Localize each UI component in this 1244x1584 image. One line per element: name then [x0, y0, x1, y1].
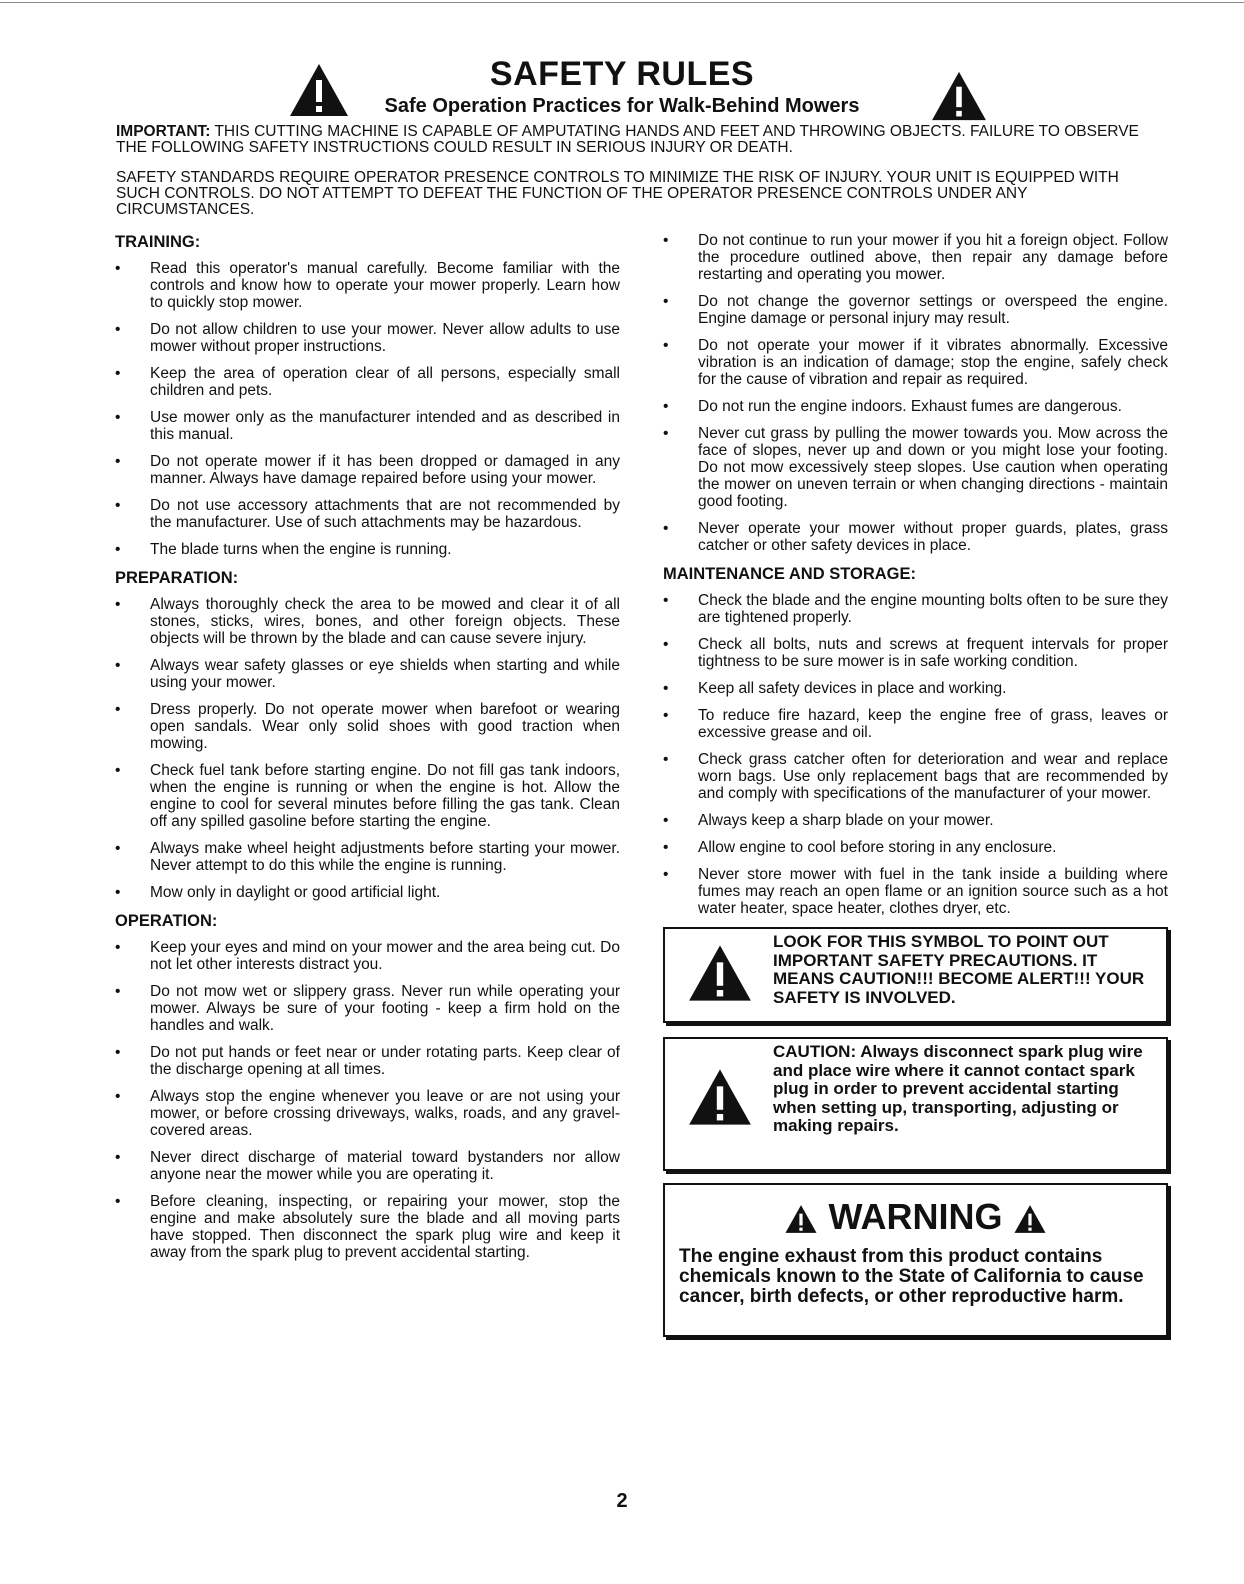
preparation-list — [115, 596, 620, 901]
list-item-text: Always keep a sharp blade on your mower. — [698, 812, 994, 829]
page-subtitle: Safe Operation Practices for Walk-Behind Mowers — [384, 95, 860, 117]
list-item — [663, 751, 1168, 802]
list-item-text: Mow only in daylight or good artificial light. — [150, 884, 441, 901]
bullet: • — [115, 1193, 121, 1210]
list-item — [115, 541, 620, 558]
list-item-text: Before cleaning, inspecting, or repairing your mower, stop the engine and make absolutely sure the blade and all moving parts have stopped. Then disconnect the spark plug wire and keep it away from the spark plug to prevent accidental starting. — [150, 1193, 620, 1261]
bullet: • — [115, 1149, 121, 1166]
list-item — [663, 707, 1168, 741]
bullet: • — [115, 1088, 121, 1105]
page-title: SAFETY RULES — [489, 55, 755, 93]
warning-triangle-icon — [1013, 1204, 1047, 1234]
list-item-text: Do not continue to run your mower if you hit a foreign object. Follow the procedure outlined above, then repair any damage before restarting and operating you mower. — [698, 232, 1168, 283]
bullet: • — [115, 1044, 121, 1061]
training-heading: TRAINING: — [115, 233, 201, 251]
bullet: • — [115, 260, 121, 277]
maintenance-heading: MAINTENANCE AND STORAGE: — [663, 565, 917, 583]
warning-text: The engine exhaust from this product contains chemicals known to the State of California to cause cancer, birth defects, or other reproductive harm. — [679, 1246, 1144, 1307]
bullet: • — [115, 453, 121, 470]
bullet: • — [663, 592, 669, 609]
bullet: • — [663, 293, 669, 310]
bullet: • — [663, 337, 669, 354]
operation-list — [115, 939, 620, 1261]
warning-triangle-icon — [687, 943, 753, 1003]
bullet: • — [115, 983, 121, 1000]
header — [0, 55, 1244, 119]
list-item-text: Never store mower with fuel in the tank inside a building where fumes may reach an open flame or an ignition source such as a hot water heater, space heater, clothes dryer, etc. — [698, 866, 1168, 917]
list-item-text: Never direct discharge of material toward bystanders nor allow anyone near the mower while you are operating it. — [150, 1149, 620, 1183]
list-item — [663, 520, 1168, 554]
bullet: • — [115, 939, 121, 956]
list-item-text: Do not operate mower if it has been dropped or damaged in any manner. Always have damage repaired before using your mower. — [150, 453, 620, 487]
list-item-text: Do not mow wet or slippery grass. Never run while operating your mower. Always be sure of your footing - keep a firm hold on the handles and walk. — [150, 983, 620, 1034]
list-item — [115, 1193, 620, 1261]
list-item-text: Always stop the engine whenever you leave or are not using your mower, or before crossing driveways, walks, roads, and any gravel-covered areas. — [150, 1088, 620, 1139]
list-item-text: Check fuel tank before starting engine. Do not fill gas tank indoors, when the engine is running or when the engine is hot. Allow the engine to cool for several minutes before filling the gas tank. Clean off any spilled gasoline before starting the engine. — [150, 762, 620, 830]
operation-continued-list — [663, 232, 1168, 554]
list-item-text: Check the blade and the engine mounting bolts often to be sure they are tightened properly. — [698, 592, 1168, 626]
caution-text: CAUTION: Always disconnect spark plug wire and place wire where it cannot contact spark plug in order to prevent accidental starting when setting up, transporting, adjusting or making repairs. — [773, 1042, 1143, 1135]
list-item — [115, 1088, 620, 1139]
list-item-text: Always thoroughly check the area to be mowed and clear it of all stones, sticks, wires, bones, and other foreign objects. These objects will be thrown by the blade and can cause severe injury. — [150, 596, 620, 647]
bullet: • — [663, 866, 669, 883]
list-item — [115, 983, 620, 1034]
bullet: • — [663, 707, 669, 724]
list-item — [663, 866, 1168, 917]
bullet: • — [115, 840, 121, 857]
bullet: • — [663, 232, 669, 249]
warning-title: WARNING — [828, 1196, 1003, 1237]
list-item — [663, 680, 1168, 697]
list-item — [115, 701, 620, 752]
list-item — [663, 398, 1168, 415]
list-item — [115, 840, 620, 874]
bullet: • — [115, 541, 121, 558]
list-item-text: Allow engine to cool before storing in any enclosure. — [698, 839, 1057, 856]
caution-box — [663, 1037, 1168, 1171]
warning-box — [663, 1183, 1168, 1337]
list-item — [115, 939, 620, 973]
important-label: IMPORTANT: — [116, 123, 211, 140]
list-item — [663, 293, 1168, 327]
training-list — [115, 260, 620, 558]
list-item-text: Do not change the governor settings or overspeed the engine. Engine damage or personal injury may result. — [698, 293, 1168, 327]
safety-symbol-text: LOOK FOR THIS SYMBOL TO POINT OUT IMPORTANT SAFETY PRECAUTIONS. IT MEANS CAUTION!!! BECOME ALERT!!! YOUR SAFETY IS INVOLVED. — [773, 932, 1145, 1007]
bullet: • — [115, 365, 121, 382]
page-number: 2 — [616, 1490, 628, 1512]
bullet: • — [663, 839, 669, 856]
list-item-text: Keep all safety devices in place and working. — [698, 680, 1007, 697]
safety-symbol-box — [663, 927, 1168, 1023]
list-item-text: Keep the area of operation clear of all persons, especially small children and pets. — [150, 365, 620, 399]
list-item — [663, 839, 1168, 856]
list-item — [115, 884, 620, 901]
list-item-text: Do not put hands or feet near or under rotating parts. Keep clear of the discharge opening at all times. — [150, 1044, 620, 1078]
bullet: • — [663, 812, 669, 829]
list-item — [115, 657, 620, 691]
list-item — [115, 1044, 620, 1078]
list-item — [663, 812, 1168, 829]
list-item — [115, 1149, 620, 1183]
safety-standards-notice: SAFETY STANDARDS REQUIRE OPERATOR PRESENCE CONTROLS TO MINIMIZE THE RISK OF INJURY. YOUR UNIT IS EQUIPPED WITH SUCH CONTROLS. DO NOT ATTEMPT TO DEFEAT THE FUNCTION OF THE OPERATOR PRESENCE CONTROLS UNDER ANY CIRCUMSTANCES. — [116, 169, 1119, 218]
bullet: • — [663, 425, 669, 442]
list-item — [115, 409, 620, 443]
bullet: • — [115, 409, 121, 426]
bullet: • — [663, 636, 669, 653]
bullet: • — [115, 657, 121, 674]
important-text: THIS CUTTING MACHINE IS CAPABLE OF AMPUTATING HANDS AND FEET AND THROWING OBJECTS. FAILURE TO OBSERVE THE FOLLOWING SAFETY INSTRUCTIONS COULD RESULT IN SERIOUS INJURY OR DEATH. — [116, 123, 1139, 156]
maintenance-list — [663, 592, 1168, 917]
list-item — [115, 596, 620, 647]
bullet: • — [115, 596, 121, 613]
list-item-text: Do not operate your mower if it vibrates abnormally. Excessive vibration is an indication of damage; stop the engine, safely check for the cause of vibration and repair as required. — [698, 337, 1168, 388]
left-column — [115, 232, 620, 1271]
right-column — [663, 232, 1168, 1337]
list-item-text: Always wear safety glasses or eye shields when starting and while using your mower. — [150, 657, 620, 691]
list-item — [115, 453, 620, 487]
bullet: • — [115, 884, 121, 901]
list-item-text: Never cut grass by pulling the mower towards you. Mow across the face of slopes, never up and down or you might lose your footing. Do not mow excessively steep slopes. Use caution when operating the mower on uneven terrain or when changing directions - maintain good footing. — [698, 425, 1168, 510]
bullet: • — [115, 497, 121, 514]
list-item — [115, 260, 620, 311]
warning-triangle-icon — [687, 1067, 753, 1127]
bullet: • — [663, 751, 669, 768]
bullet: • — [115, 701, 121, 718]
operation-heading: OPERATION: — [115, 912, 218, 930]
bullet: • — [115, 762, 121, 779]
list-item-text: Use mower only as the manufacturer intended and as described in this manual. — [150, 409, 620, 443]
list-item — [663, 337, 1168, 388]
list-item-text: Do not run the engine indoors. Exhaust fumes are dangerous. — [698, 398, 1122, 415]
bullet: • — [663, 520, 669, 537]
list-item — [663, 425, 1168, 510]
list-item-text: Always make wheel height adjustments before starting your mower. Never attempt to do this while the engine is running. — [150, 840, 620, 874]
warning-title-row — [665, 1195, 1166, 1239]
list-item-text: Do not use accessory attachments that are not recommended by the manufacturer. Use of such attachments may be hazardous. — [150, 497, 620, 531]
list-item-text: Do not allow children to use your mower. Never allow adults to use mower without proper instructions. — [150, 321, 620, 355]
warning-triangle-icon — [930, 70, 988, 122]
list-item — [663, 232, 1168, 283]
list-item-text: Never operate your mower without proper guards, plates, grass catcher or other safety devices in place. — [698, 520, 1168, 554]
list-item-text: To reduce fire hazard, keep the engine free of grass, leaves or excessive grease and oil. — [698, 707, 1168, 741]
warning-triangle-icon — [784, 1204, 818, 1234]
list-item — [663, 636, 1168, 670]
important-notice — [116, 124, 1166, 156]
list-item — [115, 365, 620, 399]
list-item — [115, 321, 620, 355]
preparation-heading: PREPARATION: — [115, 569, 239, 587]
list-item-text: Read this operator's manual carefully. Become familiar with the controls and know how to operate your mower properly. Learn how to quickly stop mower. — [150, 260, 620, 311]
bullet: • — [663, 398, 669, 415]
list-item — [663, 592, 1168, 626]
list-item-text: Dress properly. Do not operate mower when barefoot or wearing open sandals. Wear only solid shoes with good traction when mowing. — [150, 701, 620, 752]
bullet: • — [115, 321, 121, 338]
list-item-text: Check grass catcher often for deterioration and wear and replace worn bags. Use only replacement bags that are recommended by and comply with specifications of the manufacturer of your mower. — [698, 751, 1168, 802]
bullet: • — [663, 680, 669, 697]
list-item-text: Keep your eyes and mind on your mower and the area being cut. Do not let other interests distract you. — [150, 939, 620, 973]
top-rule — [0, 2, 1244, 3]
list-item-text: Check all bolts, nuts and screws at frequent intervals for proper tightness to be sure mower is in safe working condition. — [698, 636, 1168, 670]
list-item — [115, 497, 620, 531]
list-item-text: The blade turns when the engine is running. — [150, 541, 452, 558]
list-item — [115, 762, 620, 830]
